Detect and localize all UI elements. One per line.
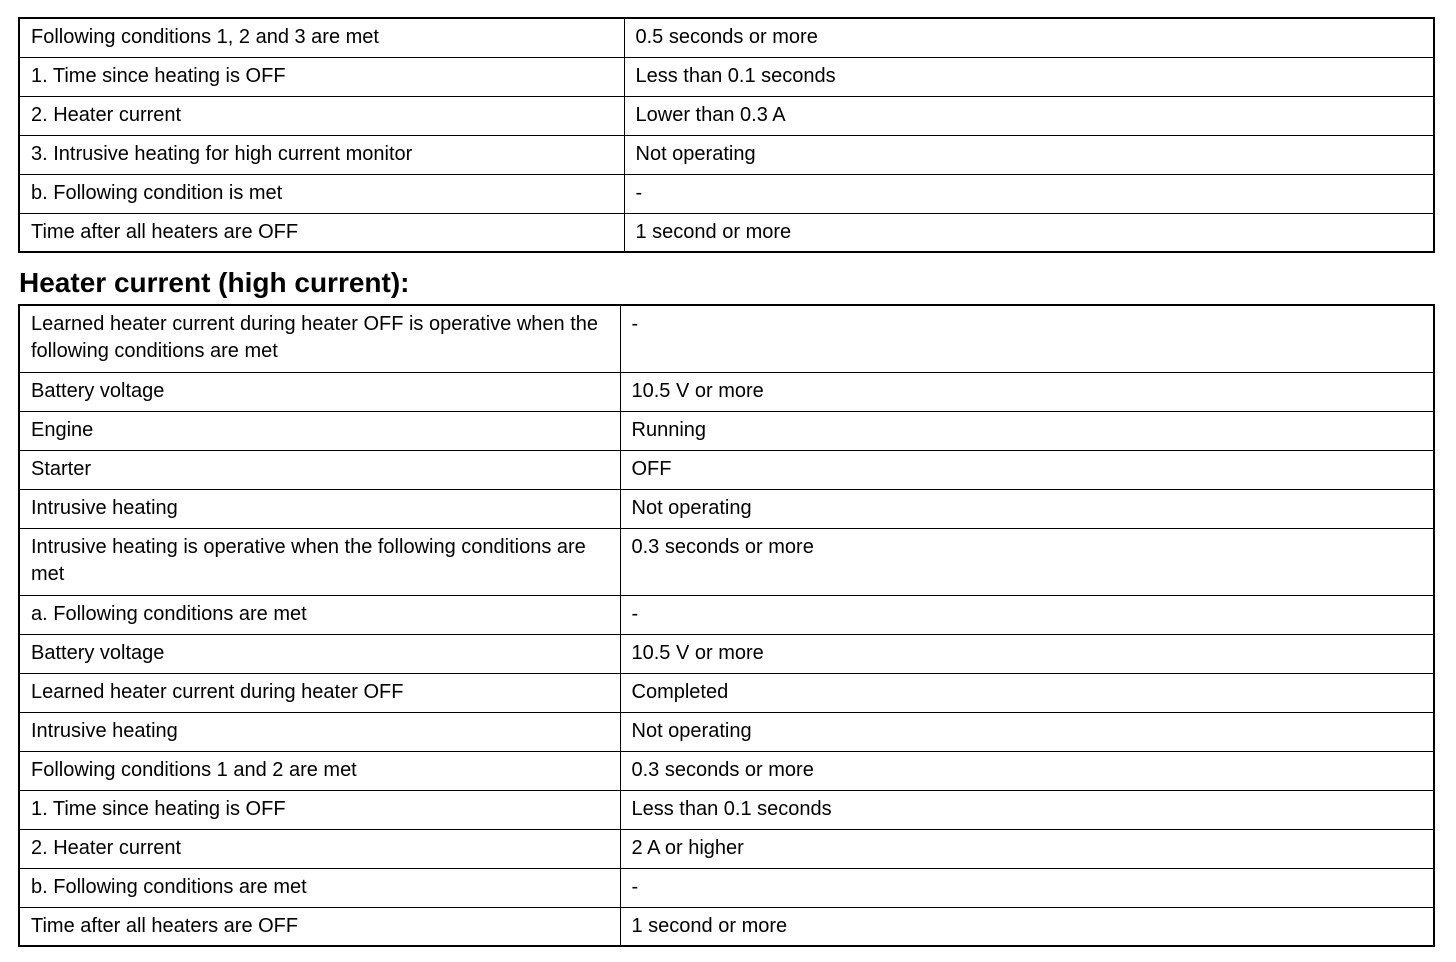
table-row <box>19 829 1434 868</box>
condition-cell: a. Following conditions are met <box>19 595 620 634</box>
table-row <box>19 868 1434 907</box>
value-cell: 2 A or higher <box>620 829 1434 868</box>
table-row <box>19 18 1434 57</box>
condition-cell: Time after all heaters are OFF <box>19 907 620 946</box>
value-cell: Lower than 0.3 A <box>624 96 1434 135</box>
table-row <box>19 305 1434 372</box>
table-row <box>19 489 1434 528</box>
conditions-table-top <box>18 17 1435 253</box>
table-row <box>19 411 1434 450</box>
value-cell: Completed <box>620 673 1434 712</box>
value-cell: Less than 0.1 seconds <box>620 790 1434 829</box>
table-row <box>19 907 1434 946</box>
condition-cell: Time after all heaters are OFF <box>19 213 624 252</box>
condition-cell: 1. Time since heating is OFF <box>19 790 620 829</box>
conditions-table-bottom <box>18 304 1435 947</box>
condition-cell: Following conditions 1, 2 and 3 are met <box>19 18 624 57</box>
condition-cell: Intrusive heating is operative when the following conditions are met <box>19 528 620 595</box>
value-cell: 1 second or more <box>624 213 1434 252</box>
table-row <box>19 595 1434 634</box>
condition-cell: Intrusive heating <box>19 712 620 751</box>
condition-cell: b. Following conditions are met <box>19 868 620 907</box>
value-cell: 0.5 seconds or more <box>624 18 1434 57</box>
table-row <box>19 372 1434 411</box>
table-row <box>19 96 1434 135</box>
table-row <box>19 528 1434 595</box>
value-cell: Not operating <box>620 712 1434 751</box>
condition-cell: Following conditions 1 and 2 are met <box>19 751 620 790</box>
value-cell: - <box>620 868 1434 907</box>
condition-cell: Learned heater current during heater OFF <box>19 673 620 712</box>
condition-cell: Learned heater current during heater OFF is operative when the following conditions are met <box>19 305 620 372</box>
table-row <box>19 450 1434 489</box>
table-row <box>19 712 1434 751</box>
condition-cell: Battery voltage <box>19 372 620 411</box>
table-row <box>19 790 1434 829</box>
table-row <box>19 174 1434 213</box>
table-row <box>19 751 1434 790</box>
table-row <box>19 135 1434 174</box>
table-row <box>19 213 1434 252</box>
value-cell: Running <box>620 411 1434 450</box>
value-cell: 0.3 seconds or more <box>620 528 1434 595</box>
table-row <box>19 673 1434 712</box>
value-cell: Less than 0.1 seconds <box>624 57 1434 96</box>
value-cell: Not operating <box>620 489 1434 528</box>
value-cell: - <box>620 305 1434 372</box>
value-cell: Not operating <box>624 135 1434 174</box>
value-cell: 10.5 V or more <box>620 372 1434 411</box>
value-cell: - <box>620 595 1434 634</box>
value-cell: 1 second or more <box>620 907 1434 946</box>
value-cell: 0.3 seconds or more <box>620 751 1434 790</box>
value-cell: 10.5 V or more <box>620 634 1434 673</box>
condition-cell: Engine <box>19 411 620 450</box>
condition-cell: Intrusive heating <box>19 489 620 528</box>
table-row <box>19 57 1434 96</box>
table-row <box>19 634 1434 673</box>
value-cell: - <box>624 174 1434 213</box>
condition-cell: b. Following condition is met <box>19 174 624 213</box>
condition-cell: Battery voltage <box>19 634 620 673</box>
condition-cell: 1. Time since heating is OFF <box>19 57 624 96</box>
condition-cell: 2. Heater current <box>19 829 620 868</box>
condition-cell: 2. Heater current <box>19 96 624 135</box>
condition-cell: 3. Intrusive heating for high current monitor <box>19 135 624 174</box>
section-heading: Heater current (high current): <box>19 267 410 298</box>
value-cell: OFF <box>620 450 1434 489</box>
condition-cell: Starter <box>19 450 620 489</box>
